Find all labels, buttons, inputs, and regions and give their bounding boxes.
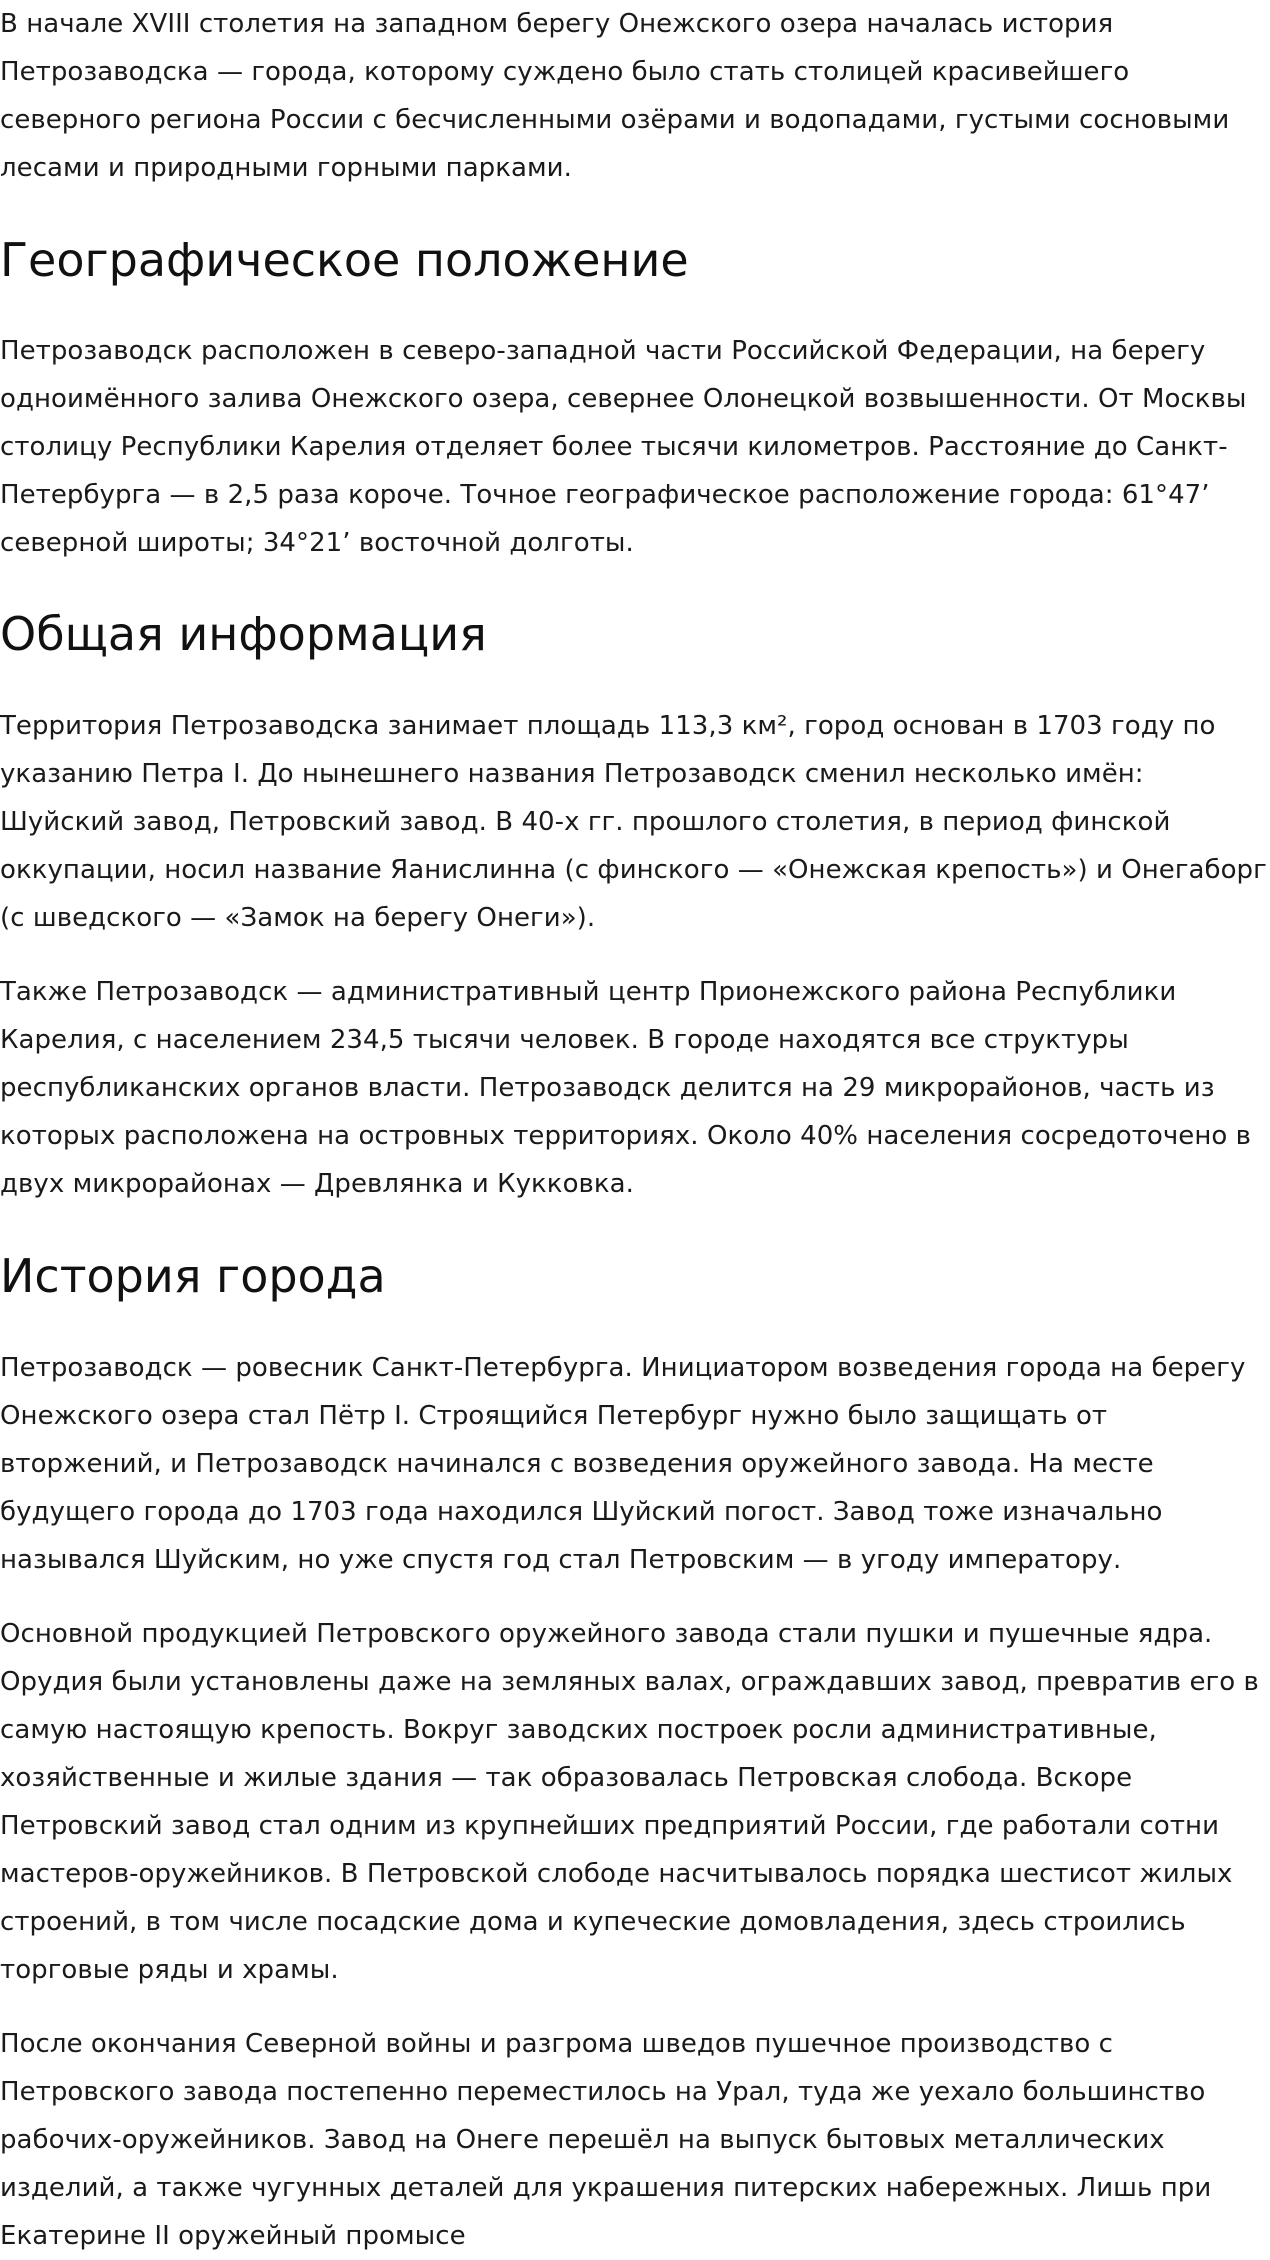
geography-paragraph xyxy=(0,327,1247,567)
text-line: республиканских органов власти. Петрозаводск делится на 29 микрорайонов, часть из xyxy=(0,1073,1215,1103)
text-line: Петрозаводска — города, которому суждено было стать столицей красивейшего xyxy=(0,57,1130,87)
text-line: назывался Шуйским, но уже спустя год стал Петровским — в угоду императору. xyxy=(0,1545,1122,1575)
general-info-section xyxy=(0,702,1267,1208)
text-line: столицу Республики Карелия отделяет более тысячи километров. Расстояние до Санкт- xyxy=(0,432,1228,462)
text-line: Орудия были установлены даже на земляных валах, ограждавших завод, превратив его в xyxy=(0,1667,1259,1697)
text-line: оккупации, носил название Яанислинна (с финского — «Онежская крепость») и Онегаборг xyxy=(0,855,1267,885)
history-paragraph-1 xyxy=(0,1344,1259,1584)
text-line: рабочих-оружейников. Завод на Онеге перешёл на выпуск бытовых металлических xyxy=(0,2125,1165,2155)
text-line: двух микрорайонах — Древлянка и Кукковка. xyxy=(0,1169,634,1199)
text-line: которых расположена на островных территориях. Около 40% населения сосредоточено в xyxy=(0,1121,1252,1151)
text-line: Петровского завода постепенно переместилось на Урал, туда же уехало большинство xyxy=(0,2077,1206,2107)
section-heading-general-info: Общая информация xyxy=(0,607,487,661)
text-line: В начале XVIII столетия на западном берегу Онежского озера началась история xyxy=(0,9,1114,39)
text-line: северного региона России с бесчисленными озёрами и водопадами, густыми сосновыми xyxy=(0,105,1230,135)
text-line: Екатерине II оружейный промысе xyxy=(0,2221,466,2251)
text-line: изделий, а также чугунных деталей для украшения питерских набережных. Лишь при xyxy=(0,2173,1212,2203)
text-line: вторжений, и Петрозаводск начинался с возведения оружейного завода. На месте xyxy=(0,1449,1154,1479)
history-paragraph-3 xyxy=(0,2020,1259,2260)
text-line: мастеров-оружейников. В Петровской слободе насчитывалось порядка шестисот жилых xyxy=(0,1859,1233,1889)
text-line: Петрозаводск расположен в северо-западной части Российской Федерации, на берегу xyxy=(0,336,1206,366)
history-section xyxy=(0,1344,1259,2260)
text-line: северной широты; 34°21’ восточной долготы. xyxy=(0,528,634,558)
intro-paragraph xyxy=(0,0,1229,192)
text-line: одноимённого залива Онежского озера, севернее Олонецкой возвышенности. От Москвы xyxy=(0,384,1247,414)
text-line: самую настоящую крепость. Вокруг заводских построек росли административные, xyxy=(0,1715,1157,1745)
text-line: строений, в том числе посадские дома и купеческие домовладения, здесь строились xyxy=(0,1907,1186,1937)
text-line: (с шведского — «Замок на берегу Онеги»). xyxy=(0,903,596,933)
text-line: Карелия, с населением 234,5 тысячи человек. В городе находятся все структуры xyxy=(0,1025,1129,1055)
text-line: Петрозаводск — ровесник Санкт-Петербурга. Инициатором возведения города на берегу xyxy=(0,1353,1246,1383)
text-line: будущего города до 1703 года находился Шуйский погост. Завод тоже изначально xyxy=(0,1497,1163,1527)
text-line: Основной продукцией Петровского оружейного завода стали пушки и пушечные ядра. xyxy=(0,1619,1213,1649)
text-line: хозяйственные и жилые здания — так образовалась Петровская слобода. Вскоре xyxy=(0,1763,1133,1793)
text-line: Шуйский завод, Петровский завод. В 40-х гг. прошлого столетия, в период финской xyxy=(0,807,1171,837)
general-info-paragraph-1 xyxy=(0,702,1267,942)
general-info-paragraph-2 xyxy=(0,968,1267,1208)
history-paragraph-2 xyxy=(0,1610,1259,1994)
text-line: Петровский завод стал одним из крупнейших предприятий России, где работали сотни xyxy=(0,1811,1220,1841)
section-heading-geography: Географическое положение xyxy=(0,233,689,287)
text-line: Территория Петрозаводска занимает площадь 113,3 км², город основан в 1703 году по xyxy=(0,711,1216,741)
text-line: торговые ряды и храмы. xyxy=(0,1955,339,1985)
text-line: Петербурга — в 2,5 раза короче. Точное географическое расположение города: 61°47’ xyxy=(0,480,1210,510)
text-line: указанию Петра I. До нынешнего названия Петрозаводск сменил несколько имён: xyxy=(0,759,1144,789)
text-line: Онежского озера стал Пётр I. Строящийся Петербург нужно было защищать от xyxy=(0,1401,1108,1431)
text-line: Также Петрозаводск — административный центр Прионежского района Республики xyxy=(0,977,1177,1007)
text-line: После окончания Северной войны и разгрома шведов пушечное производство с xyxy=(0,2029,1113,2059)
section-heading-history: История города xyxy=(0,1249,386,1303)
text-line: лесами и природными горными парками. xyxy=(0,153,572,183)
